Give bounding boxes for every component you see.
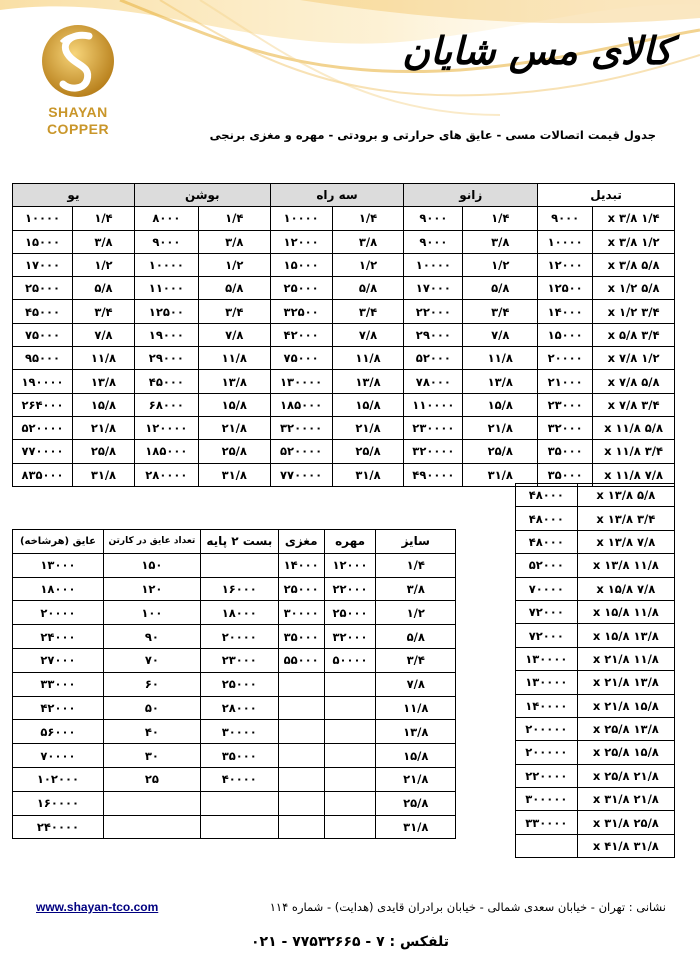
table-cell: ۱۹۰۰۰۰: [13, 370, 73, 393]
table-cell: ۳/۴ x ۵/۸: [593, 323, 675, 346]
table-cell: ۵/۸ x ۱۱/۸: [593, 416, 675, 439]
table-cell: ۹۰۰۰: [404, 207, 463, 230]
table-cell: ۱/۲: [198, 253, 270, 276]
table-cell: ۳۲۰۰۰۰: [404, 440, 463, 463]
table-cell: ۱۵/۸: [73, 393, 135, 416]
table-cell: ۱/۴: [376, 553, 456, 577]
company-logo: [30, 22, 126, 138]
table-cell: ۵۵۰۰۰: [278, 648, 324, 672]
table-cell: ۱۰۰۰۰: [270, 207, 332, 230]
table-cell: ۱۱۰۰۰: [134, 277, 198, 300]
table-cell: ۲۱/۸: [376, 767, 456, 791]
table-cell: ۱۳/۸ x ۲۱/۸: [577, 671, 674, 694]
table-cell: ۱۸۰۰۰: [13, 577, 104, 601]
table-cell: ۳/۴ x ۱۳/۸: [577, 507, 674, 530]
table-cell: ۱۶۰۰۰۰: [13, 791, 104, 815]
nut-insulation-price-table: [12, 529, 456, 839]
table-row: [516, 834, 675, 857]
table-cell: ۲۱/۸ x ۲۵/۸: [577, 764, 674, 787]
table-cell: ۴۲۰۰۰: [13, 696, 104, 720]
group-header-u: یو: [13, 184, 135, 207]
logo-text-line2: COPPER: [46, 121, 110, 137]
table-row: [13, 577, 456, 601]
table-cell: ۷/۸: [332, 323, 404, 346]
table-cell: ۵۲۰۰۰۰: [13, 416, 73, 439]
table-cell: ۱۱/۸: [376, 696, 456, 720]
table-cell: ۷۵۰۰۰: [13, 323, 73, 346]
table-row: [13, 323, 675, 346]
table-cell: [324, 672, 376, 696]
table-cell: ۱۰۰۰۰: [13, 207, 73, 230]
table-cell: ۷۸۰۰۰: [404, 370, 463, 393]
table-row: [13, 207, 675, 230]
fittings-price-table: [12, 183, 675, 487]
table-cell: ۱۹۰۰۰: [134, 323, 198, 346]
table-cell: ۱۲۵۰۰: [134, 300, 198, 323]
table-cell: ۳۰۰۰۰: [278, 601, 324, 625]
table-cell: ۱۴۰۰۰: [538, 300, 593, 323]
table-cell: ۳/۸: [332, 230, 404, 253]
table-cell: ۳۳۰۰۰: [13, 672, 104, 696]
table-row: [516, 764, 675, 787]
table-cell: ۲۵۰۰۰: [278, 577, 324, 601]
table-cell: ۲۱/۸ x ۳۱/۸: [577, 788, 674, 811]
table-cell: ۱۶۰۰۰: [200, 577, 278, 601]
table-cell: ۴۵۰۰۰: [13, 300, 73, 323]
table-cell: ۷/۸: [198, 323, 270, 346]
col-header-clamp: بست ۲ پایه: [200, 530, 278, 554]
table-cell: ۲۱/۸: [73, 416, 135, 439]
page-subtitle: جدول قیمت اتصالات مسی - عایق های حرارتی و برودتی - مهره و مغزی برنجی: [209, 128, 656, 142]
table-cell: ۱۷۰۰۰: [13, 253, 73, 276]
reducer-price-table-continued: [515, 483, 675, 858]
table-row: [516, 694, 675, 717]
table-row: [13, 553, 456, 577]
table-cell: ۱۱۰۰۰۰: [404, 393, 463, 416]
table-cell: ۳۱/۸: [332, 463, 404, 486]
table-cell: ۵/۸ x ۱۳/۸: [577, 484, 674, 507]
table-cell: ۳/۴: [332, 300, 404, 323]
table-cell: ۱۸۰۰۰: [200, 601, 278, 625]
table-cell: ۱۳۰۰۰۰: [516, 671, 578, 694]
col-header-nut: مهره: [324, 530, 376, 554]
col-header-insulation-count: تعداد عایق در کارتن: [103, 530, 200, 554]
col-header-size: سایز: [376, 530, 456, 554]
table-cell: ۴۹۰۰۰۰: [404, 463, 463, 486]
table-row: [13, 767, 456, 791]
table-cell: ۴۸۰۰۰: [516, 530, 578, 553]
table-row: [13, 300, 675, 323]
table-cell: ۷۲۰۰۰: [516, 624, 578, 647]
table-cell: ۱/۲ x ۳/۸: [593, 230, 675, 253]
table-cell: ۳/۴ x ۱۱/۸: [593, 440, 675, 463]
table-cell: ۷۲۰۰۰: [516, 600, 578, 623]
table-cell: ۲۲۰۰۰۰: [516, 764, 578, 787]
table-cell: ۵/۸: [73, 277, 135, 300]
table-row: [516, 647, 675, 670]
table-cell: ۳۵۰۰۰: [278, 625, 324, 649]
table-cell: ۵۰: [103, 696, 200, 720]
table-cell: ۱/۲: [332, 253, 404, 276]
table-cell: ۳۲۰۰۰: [538, 416, 593, 439]
table-cell: ۲۵/۸: [463, 440, 538, 463]
table-cell: ۱۳/۸: [463, 370, 538, 393]
table-row: [13, 815, 456, 839]
table-cell: ۲۵/۸: [376, 791, 456, 815]
table-cell: ۱۵/۸: [463, 393, 538, 416]
table-row: [516, 741, 675, 764]
table-cell: [103, 815, 200, 839]
table-cell: ۲۵۰۰۰: [13, 277, 73, 300]
table-cell: ۲۵/۸: [332, 440, 404, 463]
col-header-insulation-price: عایق (هرشاخه): [13, 530, 104, 554]
table-cell: ۷/۸ x ۱۳/۸: [577, 530, 674, 553]
table-cell: ۲۹۰۰۰: [404, 323, 463, 346]
table-cell: ۳۲۰۰۰: [324, 625, 376, 649]
table-cell: ۳۲۵۰۰: [270, 300, 332, 323]
table-cell: ۷۵۰۰۰: [270, 347, 332, 370]
table-cell: ۲۳۰۰۰۰: [404, 416, 463, 439]
table-cell: ۱۱/۸ x ۱۵/۸: [577, 600, 674, 623]
table-cell: ۱۷۰۰۰: [404, 277, 463, 300]
table-cell: [278, 696, 324, 720]
table-cell: ۳/۴: [376, 648, 456, 672]
table-cell: ۳/۴: [463, 300, 538, 323]
table-cell: ۲۱/۸: [332, 416, 404, 439]
table-row: [516, 577, 675, 600]
table-cell: [324, 791, 376, 815]
table-cell: ۵۲۰۰۰: [516, 554, 578, 577]
table-cell: ۲۵/۸: [73, 440, 135, 463]
table-row: [516, 624, 675, 647]
table-cell: ۱۲۰۰۰: [538, 253, 593, 276]
table-cell: ۲۹۰۰۰: [134, 347, 198, 370]
table-cell: ۱۰۰: [103, 601, 200, 625]
table-cell: ۵۶۰۰۰: [13, 720, 104, 744]
col-header-core: مغزی: [278, 530, 324, 554]
table-row: [13, 648, 456, 672]
table-cell: ۷/۸ x ۱۵/۸: [577, 577, 674, 600]
table-cell: ۱۱/۸: [332, 347, 404, 370]
table-cell: ۳۵۰۰۰: [538, 440, 593, 463]
table-cell: ۲۵/۸: [198, 440, 270, 463]
table-row: [13, 672, 456, 696]
table-cell: [324, 767, 376, 791]
table-cell: ۱۱/۸: [198, 347, 270, 370]
table-cell: ۳/۴: [73, 300, 135, 323]
table-cell: ۲۰۰۰۰: [538, 347, 593, 370]
table-cell: ۵۰۰۰۰: [324, 648, 376, 672]
table-cell: ۲۱۰۰۰: [538, 370, 593, 393]
table-row: [13, 393, 675, 416]
table-cell: ۱۰۲۰۰۰: [13, 767, 104, 791]
table-row: [13, 601, 456, 625]
table-cell: ۱۳/۸ x ۱۵/۸: [577, 624, 674, 647]
table-row: [13, 347, 675, 370]
table-cell: ۱/۴ x ۳/۸: [593, 207, 675, 230]
table-cell: ۷/۸ x ۱۱/۸: [593, 463, 675, 486]
table-cell: ۱۱/۸ x ۱۳/۸: [577, 554, 674, 577]
table-cell: ۷/۸: [463, 323, 538, 346]
table-cell: ۹۵۰۰۰: [13, 347, 73, 370]
table-cell: [278, 720, 324, 744]
table-cell: ۴۰۰۰۰: [200, 767, 278, 791]
table-cell: ۹۰: [103, 625, 200, 649]
table-cell: ۹۰۰۰: [404, 230, 463, 253]
table-cell: ۱۵/۸: [376, 744, 456, 768]
table-cell: ۱۲۰: [103, 577, 200, 601]
website-link[interactable]: www.shayan-tco.com: [36, 900, 159, 914]
table-cell: [324, 720, 376, 744]
table-cell: ۲۳۰۰۰: [200, 648, 278, 672]
table-cell: ۱۵۰۰۰: [270, 253, 332, 276]
table-cell: ۴۸۰۰۰: [516, 484, 578, 507]
table-row: [13, 440, 675, 463]
table-row: [516, 600, 675, 623]
table-cell: ۲۱/۸: [198, 416, 270, 439]
table-cell: ۱۰۰۰۰: [134, 253, 198, 276]
table-cell: ۳/۸: [198, 230, 270, 253]
table-cell: [278, 815, 324, 839]
table-cell: ۳/۴ x ۷/۸: [593, 393, 675, 416]
table-cell: ۷۰۰۰۰: [13, 744, 104, 768]
table-cell: ۳۱/۸ x ۴۱/۸: [577, 834, 674, 857]
table-cell: [324, 696, 376, 720]
table-row: [13, 370, 675, 393]
table-cell: ۱۸۵۰۰۰: [270, 393, 332, 416]
table-cell: [278, 744, 324, 768]
table-cell: ۳۰: [103, 744, 200, 768]
table-cell: ۲۰۰۰۰: [13, 601, 104, 625]
table-row: [13, 416, 675, 439]
table-cell: ۱/۲: [73, 253, 135, 276]
table-cell: [278, 672, 324, 696]
table-cell: ۱/۲ x ۷/۸: [593, 347, 675, 370]
table-cell: ۳/۸: [463, 230, 538, 253]
table-cell: ۵/۸ x ۷/۸: [593, 370, 675, 393]
table-row: [516, 554, 675, 577]
table-cell: ۵/۸: [198, 277, 270, 300]
table-cell: ۱۸۵۰۰۰: [134, 440, 198, 463]
group-header-zanu: زانو: [404, 184, 538, 207]
group-header-bushen: بوشن: [134, 184, 270, 207]
group-header-tabdil: تبدیل: [538, 184, 675, 207]
table-cell: ۱۲۰۰۰۰: [134, 416, 198, 439]
table-cell: [324, 815, 376, 839]
table-cell: ۲۱/۸: [463, 416, 538, 439]
table-row: [13, 744, 456, 768]
table-cell: ۱/۴: [73, 207, 135, 230]
table-row: [516, 530, 675, 553]
table-cell: ۵/۸ x ۱/۲: [593, 277, 675, 300]
table-cell: [516, 834, 578, 857]
table-row: [13, 625, 456, 649]
table-cell: ۱۰۰۰۰: [538, 230, 593, 253]
table-cell: ۱/۴: [332, 207, 404, 230]
table-cell: ۱۵۰۰۰: [538, 323, 593, 346]
table-cell: ۳۱/۸: [463, 463, 538, 486]
table-row: [516, 811, 675, 834]
group-header-serah: سه راه: [270, 184, 404, 207]
table-cell: ۵۲۰۰۰۰: [270, 440, 332, 463]
table-cell: ۳۰۰۰۰۰: [516, 788, 578, 811]
table-cell: ۱۳/۸: [73, 370, 135, 393]
logo-text-line1: SHAYAN: [48, 104, 108, 120]
table-cell: ۵/۸: [376, 625, 456, 649]
table-cell: ۱۵۰: [103, 553, 200, 577]
table-cell: ۷۰: [103, 648, 200, 672]
table-cell: ۳/۴: [198, 300, 270, 323]
table-cell: ۱۳/۸: [198, 370, 270, 393]
table-cell: ۲۳۰۰۰: [538, 393, 593, 416]
table-cell: ۳/۴ x ۱/۲: [593, 300, 675, 323]
table-cell: [103, 791, 200, 815]
table-cell: ۲۰۰۰۰: [200, 625, 278, 649]
table-cell: ۵/۸ x ۳/۸: [593, 253, 675, 276]
table-row: [13, 696, 456, 720]
table-cell: ۳/۸: [376, 577, 456, 601]
table-cell: [278, 767, 324, 791]
table-cell: [200, 815, 278, 839]
table-cell: ۲۰۰۰۰۰: [516, 741, 578, 764]
table-cell: ۷۰۰۰۰: [516, 577, 578, 600]
table-cell: ۲۵۰۰۰: [200, 672, 278, 696]
table-cell: ۷۷۰۰۰۰: [13, 440, 73, 463]
table-cell: ۱۲۰۰۰: [270, 230, 332, 253]
table-cell: ۳۰۰۰۰: [200, 720, 278, 744]
table-row: [13, 791, 456, 815]
table-row: [516, 671, 675, 694]
table-cell: ۱۱/۸: [463, 347, 538, 370]
table-cell: [324, 744, 376, 768]
table-cell: ۹۰۰۰: [134, 230, 198, 253]
table-cell: ۱/۲: [376, 601, 456, 625]
table-cell: ۷۷۰۰۰۰: [270, 463, 332, 486]
table-cell: ۲۸۰۰۰: [200, 696, 278, 720]
table-cell: ۹۰۰۰: [538, 207, 593, 230]
table-cell: ۴۰: [103, 720, 200, 744]
table-row: [516, 484, 675, 507]
table-cell: ۵/۸: [463, 277, 538, 300]
table-cell: ۲۴۰۰۰۰: [13, 815, 104, 839]
table-cell: ۴۵۰۰۰: [134, 370, 198, 393]
table-cell: ۱۳/۸: [376, 720, 456, 744]
header: [0, 0, 700, 160]
table-cell: ۶۰: [103, 672, 200, 696]
table-cell: ۲۵۰۰۰: [270, 277, 332, 300]
table-cell: ۱۲۵۰۰: [538, 277, 593, 300]
table-cell: ۳۱/۸: [73, 463, 135, 486]
table-cell: ۵/۸: [332, 277, 404, 300]
table-cell: ۲۰۰۰۰۰: [516, 717, 578, 740]
table-cell: ۳۵۰۰۰: [538, 463, 593, 486]
table-cell: ۳۳۰۰۰۰: [516, 811, 578, 834]
brand-title: کالای مس شایان: [402, 28, 672, 73]
table-cell: ۱/۴: [463, 207, 538, 230]
table-cell: ۱۳۰۰۰: [13, 553, 104, 577]
table-cell: ۱۲۰۰۰: [324, 553, 376, 577]
table-row: [13, 253, 675, 276]
table-cell: ۲۷۰۰۰: [13, 648, 104, 672]
table-cell: ۱۵/۸: [332, 393, 404, 416]
table-cell: ۳/۸: [73, 230, 135, 253]
table-cell: [278, 791, 324, 815]
table-cell: ۷/۸: [73, 323, 135, 346]
table-cell: ۴۸۰۰۰: [516, 507, 578, 530]
table-cell: ۲۵۰۰۰: [324, 601, 376, 625]
table-cell: ۱۱/۸ x ۲۱/۸: [577, 647, 674, 670]
table-cell: ۶۸۰۰۰: [134, 393, 198, 416]
address-text: نشانی : تهران - خیابان سعدی شمالی - خیابان برادران قایدی (هدایت) - شماره ۱۱۴: [269, 900, 666, 914]
table-cell: ۱۳۰۰۰۰: [516, 647, 578, 670]
table-cell: ۳۲۰۰۰۰: [270, 416, 332, 439]
table-row: [13, 230, 675, 253]
table-row: [13, 277, 675, 300]
table-cell: ۷/۸: [376, 672, 456, 696]
table-cell: ۱۵۰۰۰: [13, 230, 73, 253]
table-cell: ۳۱/۸: [376, 815, 456, 839]
table-cell: ۸۰۰۰: [134, 207, 198, 230]
table-cell: ۲۴۰۰۰: [13, 625, 104, 649]
table-cell: ۱/۴: [198, 207, 270, 230]
table-cell: ۵۲۰۰۰: [404, 347, 463, 370]
table-cell: ۱۱/۸: [73, 347, 135, 370]
table-cell: [200, 553, 278, 577]
table-cell: ۱۰۰۰۰: [404, 253, 463, 276]
table-cell: ۲۸۰۰۰۰: [134, 463, 198, 486]
shayan-logo-icon: [41, 22, 115, 100]
table-cell: ۱۳۰۰۰۰: [270, 370, 332, 393]
table-cell: ۲۵/۸ x ۳۱/۸: [577, 811, 674, 834]
table-cell: ۸۳۵۰۰۰: [13, 463, 73, 486]
table-cell: ۱/۲: [463, 253, 538, 276]
table-cell: ۳۱/۸: [198, 463, 270, 486]
table-cell: ۱۵/۸: [198, 393, 270, 416]
table-cell: ۱۵/۸ x ۲۱/۸: [577, 694, 674, 717]
table-row: [516, 507, 675, 530]
table-cell: ۱۴۰۰۰: [278, 553, 324, 577]
table-cell: ۴۲۰۰۰: [270, 323, 332, 346]
table-cell: ۲۵: [103, 767, 200, 791]
table-row: [516, 788, 675, 811]
table-row: [516, 717, 675, 740]
table-cell: ۲۶۴۰۰۰: [13, 393, 73, 416]
table-cell: ۳۵۰۰۰: [200, 744, 278, 768]
table-cell: ۱۴۰۰۰۰: [516, 694, 578, 717]
table-cell: ۱۳/۸ x ۲۵/۸: [577, 717, 674, 740]
table-cell: ۲۲۰۰۰: [324, 577, 376, 601]
table-cell: ۱۳/۸: [332, 370, 404, 393]
table-cell: [200, 791, 278, 815]
table-row: [13, 720, 456, 744]
table-cell: ۲۲۰۰۰: [404, 300, 463, 323]
table-cell: ۱۵/۸ x ۲۵/۸: [577, 741, 674, 764]
telefax-text: تلفکس : ۷ - ۷۷۵۳۲۶۶۵ - ۰۲۱: [251, 934, 449, 950]
